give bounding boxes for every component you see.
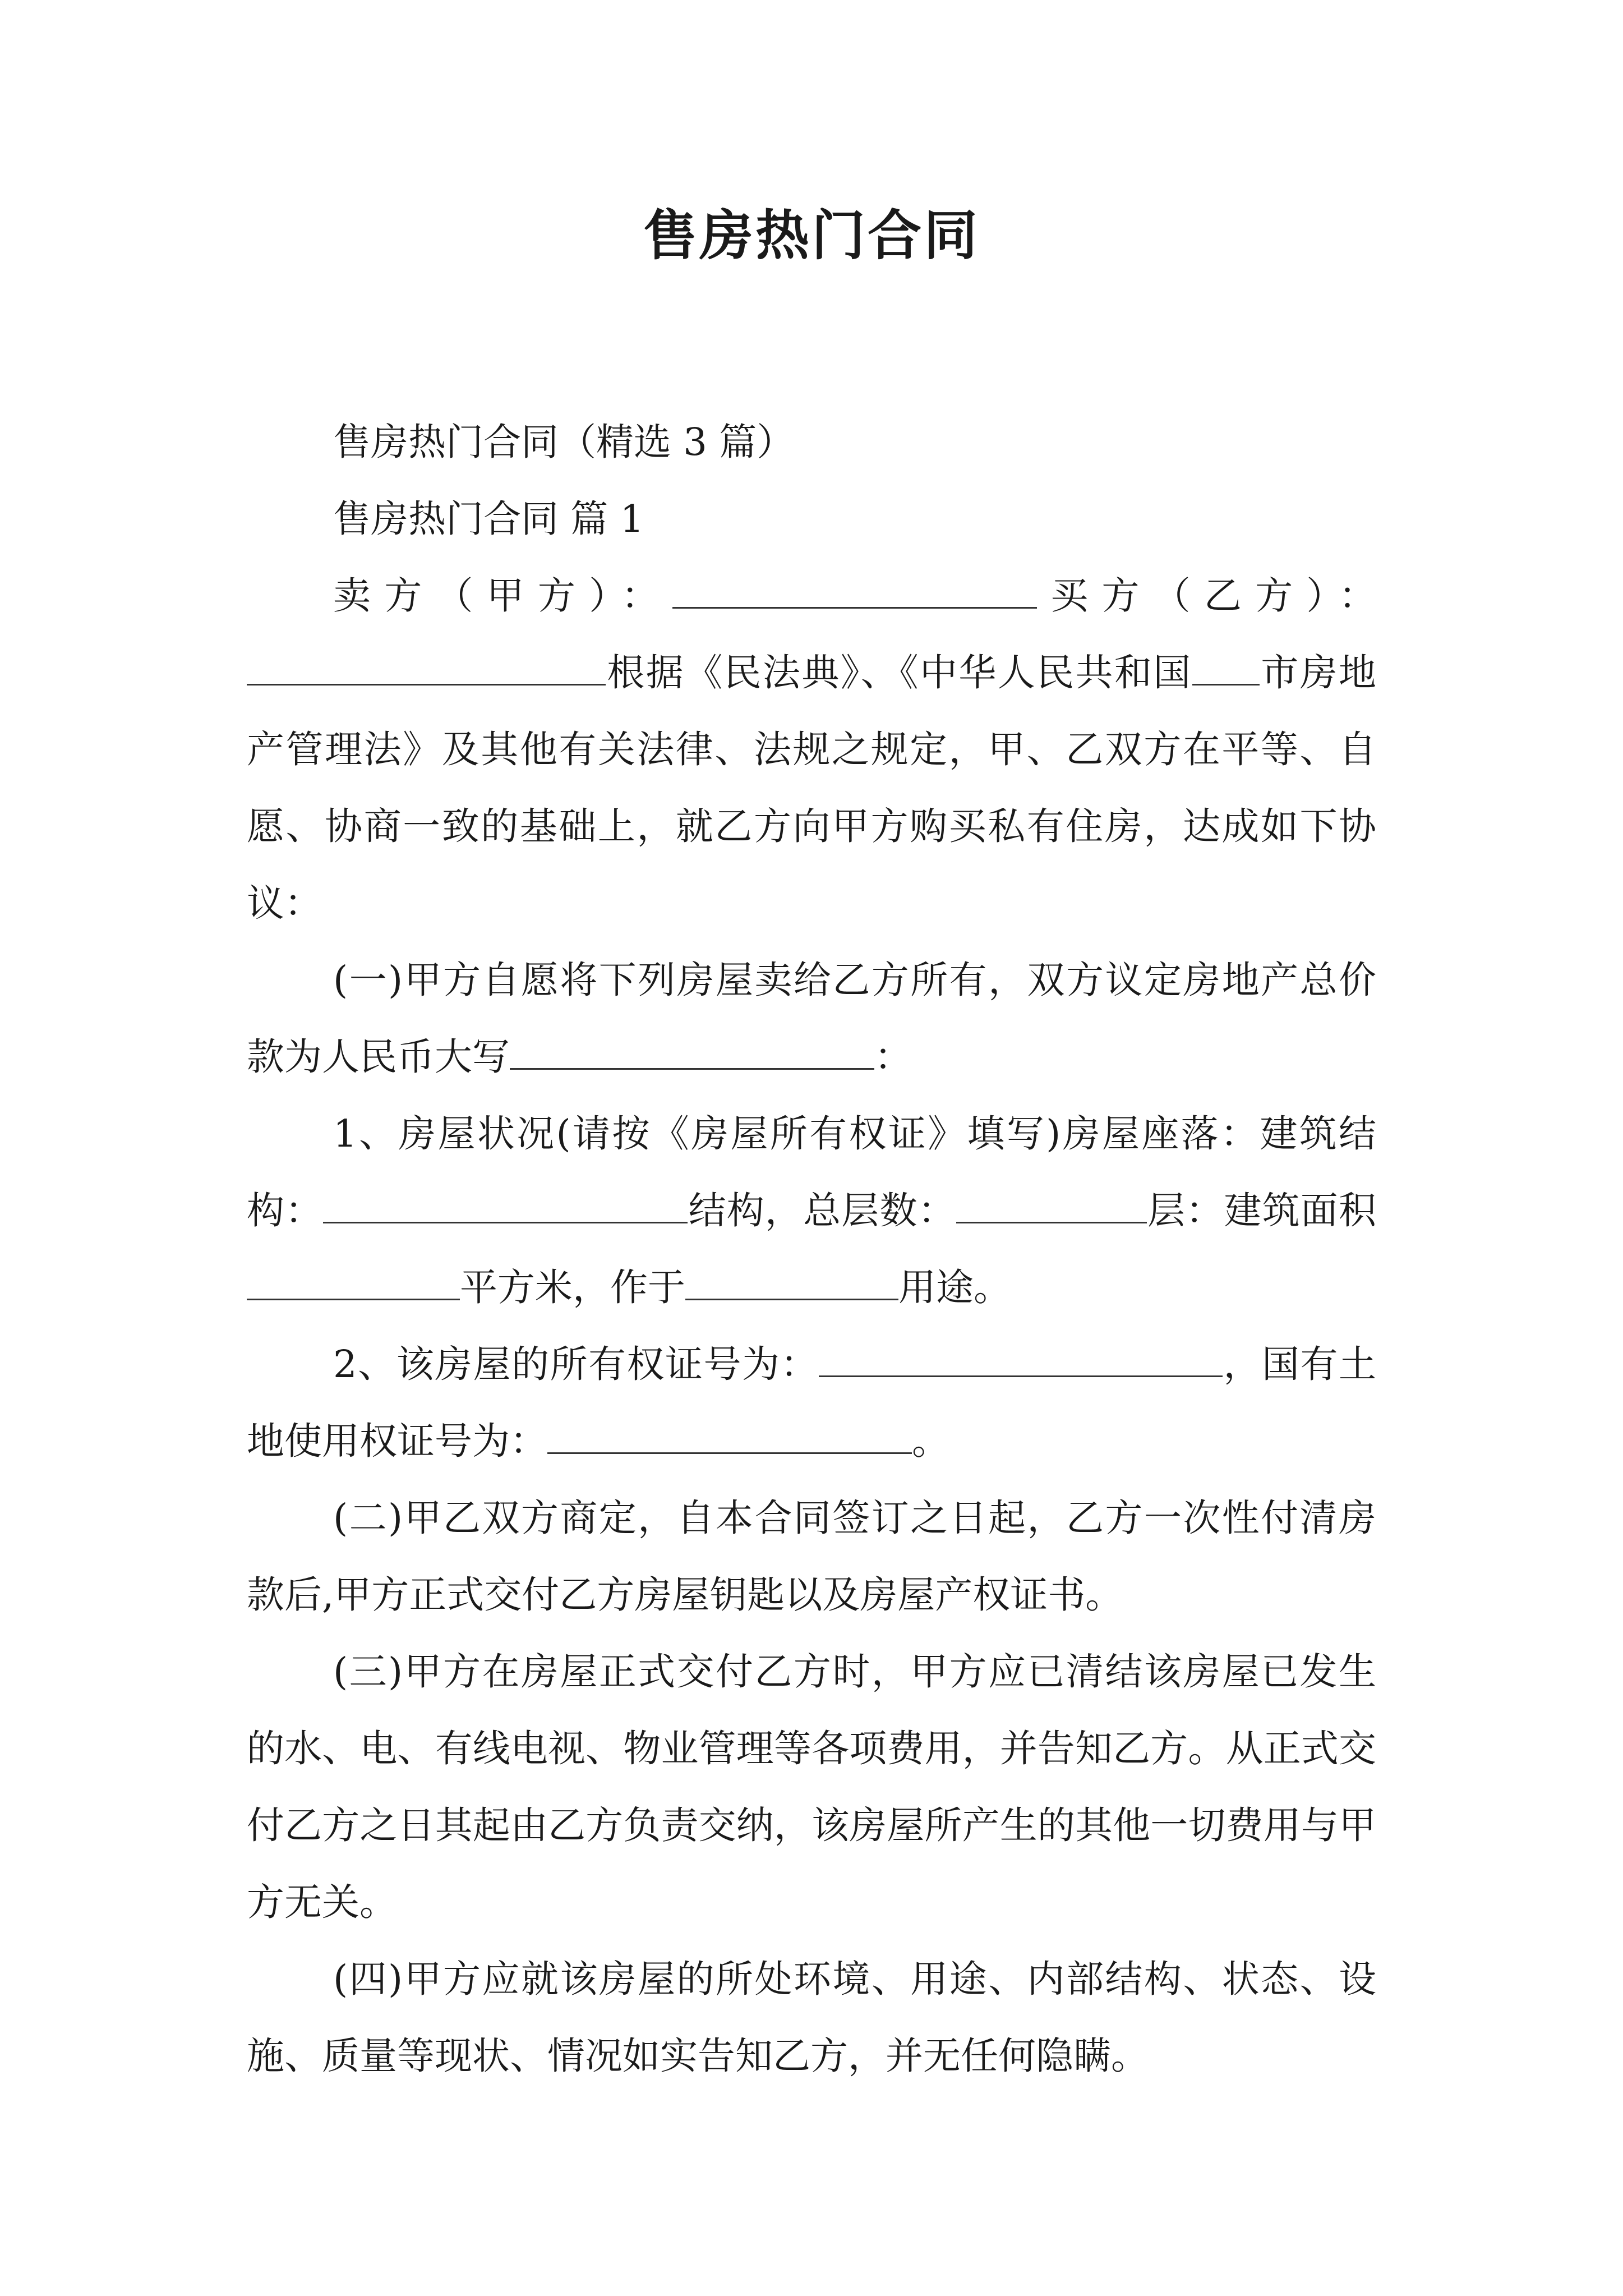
buyer-blank: [247, 650, 606, 685]
structure-blank: [323, 1188, 688, 1223]
item-2-end: 。: [912, 1419, 949, 1463]
usage-blank: [685, 1265, 898, 1300]
item-2-land-label: ，国有土地使用权证号为：: [247, 1342, 1376, 1463]
legal-basis-continued: 市房地产管理法》及其他有关法律、法规之规定，甲、乙双方在平等、自愿、协商一致的基础上，就乙方向甲方购买私有住房，达成如下协议：: [247, 651, 1377, 925]
land-cert-blank: [547, 1419, 912, 1454]
clause-3: (三)甲方在房屋正式交付乙方时，甲方应已清结该房屋已发生的水、电、有线电视、物业管理等各项费用，并告知乙方。从正式交付乙方之日其起由乙方负责交纳，该房屋所产生的其他一切费用与甲方无关。: [247, 1650, 1376, 1924]
floors-blank: [956, 1188, 1147, 1223]
clause-1-text: (一)甲方自愿将下列房屋卖给乙方所有，双方议定房地产总价款为人民币大写: [247, 958, 1376, 1079]
buyer-label: 买方（乙方）：: [1037, 574, 1376, 618]
item-1-structure-label: 建筑结构：: [247, 1112, 1377, 1232]
document-title: 售房热门合同: [643, 204, 980, 267]
item-1-location-label: 1、房屋状况(请按《房屋所有权证》填写)房屋座落：: [333, 1112, 1260, 1156]
seller-blank: [672, 573, 1037, 609]
item-2: [247, 1326, 1376, 1480]
clause-2: (二)甲乙双方商定，自本合同签订之日起，乙方一次性付清房款后,甲方正式交付乙方房屋钥匙以及房屋产权证书。: [247, 1496, 1376, 1617]
item-1-area-label: 建筑面积: [1224, 1189, 1376, 1232]
item-1: [247, 1096, 1376, 1326]
item-2-cert-label: 2、该房屋的所有权证号为：: [333, 1342, 819, 1386]
seller-label: 卖方（甲方）：: [333, 574, 672, 618]
clause-1: [247, 942, 1376, 1096]
item-1-floors-unit: 层：: [1146, 1189, 1224, 1232]
clause-1-colon: ：: [874, 1035, 912, 1079]
item-1-floors-label: 结构，总层数：: [688, 1189, 956, 1232]
clause-4: (四)甲方应就该房屋的所处环境、用途、内部结构、状态、设施、质量等现状、情况如实告知乙方，并无任何隐瞒。: [247, 1957, 1376, 2078]
parties-paragraph: [247, 558, 1376, 942]
item-1-usage-unit: 用途。: [898, 1266, 1011, 1309]
property-cert-blank: [819, 1342, 1223, 1377]
legal-basis-text: 根据《民法典》、《中华人民共和国: [606, 651, 1192, 694]
section-heading: 售房热门合同 篇 1: [333, 497, 644, 541]
item-1-usage-label: 平方米，作于: [460, 1266, 685, 1309]
area-blank: [247, 1265, 460, 1300]
document-subtitle: 售房热门合同（精选 3 篇）: [333, 420, 795, 464]
city-blank: [1192, 650, 1260, 685]
price-blank: [510, 1034, 874, 1070]
